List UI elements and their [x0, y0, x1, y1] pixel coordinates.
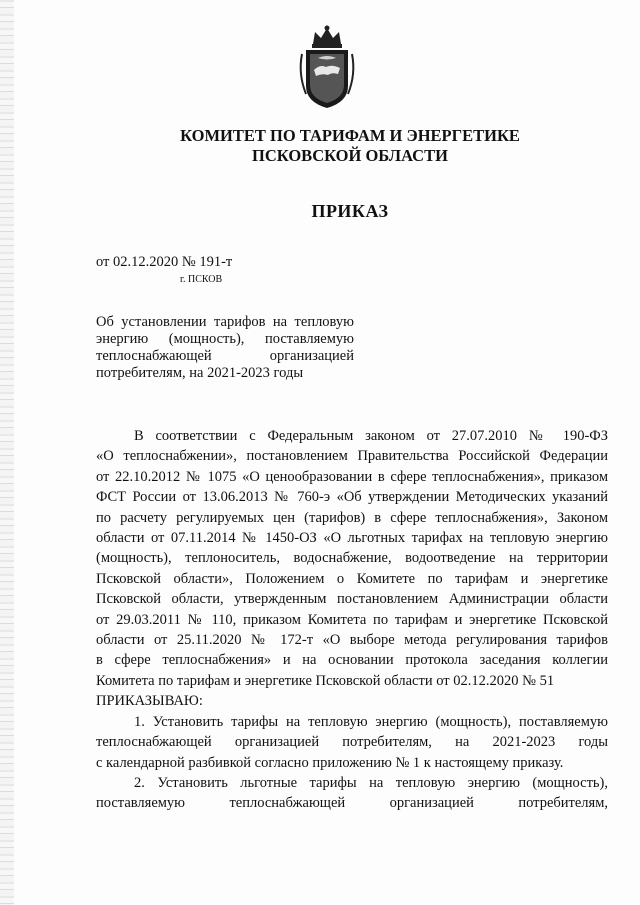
subject-line: потребителям, на 2021-2023 годы — [96, 365, 304, 381]
item-1-line: 1. Установить тарифы на тепловую энергию (мощность), поставляемую — [134, 713, 608, 730]
preamble-line: области от 25.11.2020 № 172-т «О выборе метода регулирования тарифов — [96, 632, 608, 649]
preamble-line: от 22.10.2012 № 1075 «О ценообразовании в сфере теплоснабжения», приказом — [96, 468, 608, 485]
document-type-title: ПРИКАЗ — [311, 201, 389, 221]
date-and-number: от 02.12.2020 № 191-т — [96, 254, 233, 270]
pskov-coat-of-arms-icon — [296, 24, 358, 110]
item-1-line: с календарной разбивкой согласно приложению № 1 к настоящему приказу. — [96, 754, 564, 771]
item-2-line: поставляемую теплоснабжающей организацией потребителям, — [96, 795, 608, 812]
preamble-line: «О теплоснабжении», постановлением Правительства Российской Федерации — [96, 448, 608, 465]
preamble-line: Комитета по тарифам и энергетике Псковской области от 02.12.2020 № 51 — [96, 672, 555, 689]
preamble-line: области от 07.11.2014 № 1450-ОЗ «О льготных тарифах на тепловую энергию — [96, 530, 608, 547]
decree-word: ПРИКАЗЫВАЮ: — [96, 693, 203, 710]
subject-block — [96, 314, 354, 382]
item-1-line: теплоснабжающей организацией потребителям, на 2021-2023 годы — [96, 734, 608, 751]
preamble-line: Псковской области, утвержденным постановлением Администрации области — [96, 591, 608, 608]
preamble-line: от 29.03.2011 № 110, приказом Комитета по тарифам и энергетике Псковской — [96, 611, 608, 628]
document-body — [96, 426, 608, 814]
org-name-line2: ПСКОВСКОЙ ОБЛАСТИ — [252, 146, 448, 165]
item-2-paragraph — [96, 773, 608, 814]
preamble-line: Псковской области», Положением о Комитете по тарифам и энергетике — [96, 570, 608, 587]
preamble-line: В соответствии с Федеральным законом от 27.07.2010 № 190-ФЗ — [134, 428, 608, 444]
preamble-paragraph — [96, 426, 608, 691]
subject-line: Об установлении тарифов на тепловую — [96, 314, 354, 330]
item-1-paragraph — [96, 712, 608, 773]
item-2-line: 2. Установить льготные тарифы на тепловую энергию (мощность), — [134, 774, 608, 791]
city-label: г. ПСКОВ — [180, 274, 223, 285]
subject-line: теплоснабжающей организацией — [96, 348, 354, 364]
preamble-line: ФСТ России от 13.06.2013 № 760-э «Об утверждении Методических указаний — [96, 489, 608, 506]
subject-line: энергию (мощность), поставляемую — [96, 331, 354, 347]
org-name-line1: КОМИТЕТ ПО ТАРИФАМ И ЭНЕРГЕТИКЕ — [180, 126, 520, 145]
preamble-line: в сфере теплоснабжения» и на основании протокола заседания коллегии — [96, 652, 608, 669]
preamble-line: (мощность), теплоноситель, водоснабжение, водоотведение на территории — [96, 550, 608, 567]
preamble-line: по расчету регулируемых цен (тарифов) в сфере теплоснабжения», Законом — [96, 509, 608, 526]
